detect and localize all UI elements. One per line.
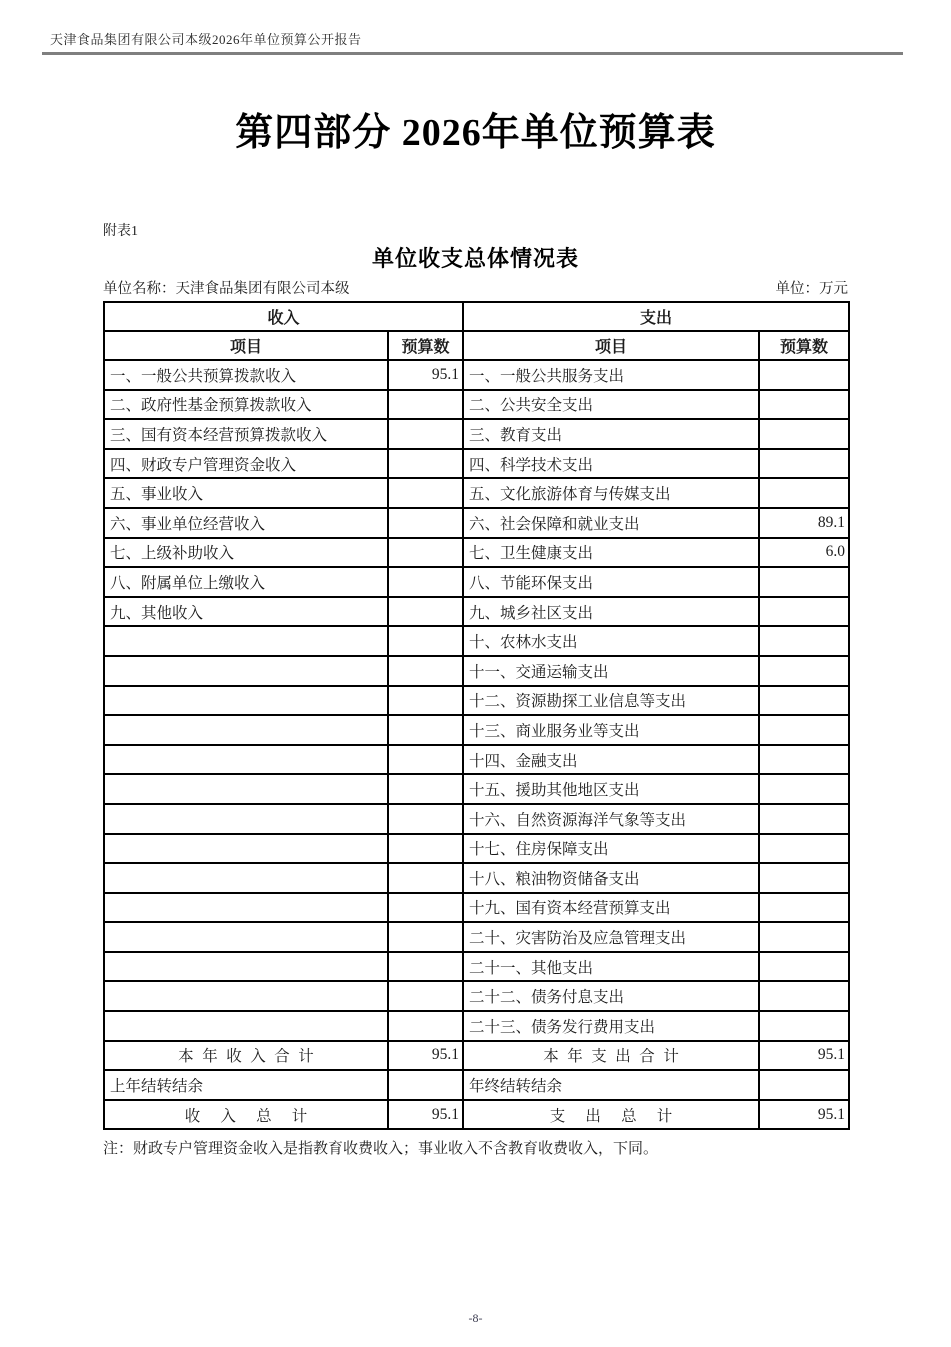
table-row	[104, 745, 849, 775]
income-budget-cell	[388, 390, 463, 420]
income-budget-cell	[388, 952, 463, 982]
expense-budget-cell	[759, 597, 849, 627]
expense-budget-cell	[759, 981, 849, 1011]
income-budget-cell	[388, 419, 463, 449]
income-budget-cell	[388, 449, 463, 479]
budget-table-head	[104, 302, 849, 360]
income-budget-cell	[388, 804, 463, 834]
expense-budget-cell	[759, 745, 849, 775]
income-item-cell	[104, 922, 388, 952]
section-header-row	[104, 302, 849, 331]
table-row	[104, 1041, 849, 1071]
expense-budget-cell	[759, 449, 849, 479]
expense-item-cell: 十三、商业服务业等支出	[463, 715, 759, 745]
expense-item-cell: 支出总计	[463, 1100, 759, 1130]
column-header-row	[104, 331, 849, 360]
expense-item-cell: 三、教育支出	[463, 419, 759, 449]
expense-item-cell: 十、农林水支出	[463, 626, 759, 656]
income-budget-cell	[388, 745, 463, 775]
table-row	[104, 1011, 849, 1041]
income-item-cell	[104, 745, 388, 775]
income-item-cell	[104, 686, 388, 716]
table-row	[104, 922, 849, 952]
income-item-cell: 二、政府性基金预算拨款收入	[104, 390, 388, 420]
expense-budget-cell	[759, 478, 849, 508]
expense-budget-cell	[759, 952, 849, 982]
expense-section-header: 支出	[463, 302, 849, 331]
income-item-cell: 五、事业收入	[104, 478, 388, 508]
income-budget-cell: 95.1	[388, 1100, 463, 1130]
expense-budget-cell	[759, 626, 849, 656]
income-budget-cell	[388, 893, 463, 923]
expense-budget-cell	[759, 774, 849, 804]
expense-budget-cell: 6.0	[759, 538, 849, 568]
expense-budget-cell	[759, 804, 849, 834]
expense-budget-cell	[759, 834, 849, 864]
expense-budget-cell	[759, 686, 849, 716]
income-item-cell	[104, 804, 388, 834]
table-row	[104, 804, 849, 834]
income-budget-column-header: 预算数	[388, 331, 463, 360]
income-budget-cell	[388, 774, 463, 804]
table-row	[104, 834, 849, 864]
income-item-cell: 上年结转结余	[104, 1070, 388, 1100]
currency-unit-label: 单位：万元	[775, 281, 848, 297]
expense-item-cell: 二十、灾害防治及应急管理支出	[463, 922, 759, 952]
income-item-cell: 四、财政专户管理资金收入	[104, 449, 388, 479]
income-budget-cell	[388, 863, 463, 893]
income-item-cell	[104, 893, 388, 923]
expense-budget-cell	[759, 656, 849, 686]
income-budget-cell	[388, 478, 463, 508]
page-number: -8-	[468, 1311, 483, 1325]
income-item-cell	[104, 863, 388, 893]
table-row	[104, 1100, 849, 1130]
income-item-cell	[104, 981, 388, 1011]
income-section-header: 收入	[104, 302, 463, 331]
expense-budget-cell	[759, 390, 849, 420]
table-row	[104, 360, 849, 390]
expense-budget-cell	[759, 360, 849, 390]
expense-budget-cell	[759, 893, 849, 923]
income-item-cell: 九、其他收入	[104, 597, 388, 627]
expense-budget-cell: 89.1	[759, 508, 849, 538]
table-row	[104, 567, 849, 597]
income-budget-cell	[388, 981, 463, 1011]
income-budget-cell: 95.1	[388, 360, 463, 390]
expense-budget-cell	[759, 863, 849, 893]
expense-budget-column-header: 预算数	[759, 331, 849, 360]
income-budget-cell	[388, 567, 463, 597]
income-budget-cell	[388, 715, 463, 745]
income-budget-cell	[388, 686, 463, 716]
expense-item-cell: 年终结转结余	[463, 1070, 759, 1100]
budget-table-body	[104, 360, 849, 1129]
header-rule	[42, 52, 903, 55]
expense-item-cell: 十四、金融支出	[463, 745, 759, 775]
report-header-title: 天津食品集团有限公司本级2026年单位预算公开报告	[50, 32, 362, 47]
expense-item-cell: 八、节能环保支出	[463, 567, 759, 597]
table-row	[104, 390, 849, 420]
income-item-cell	[104, 626, 388, 656]
page-footer	[0, 1311, 951, 1326]
expense-budget-cell	[759, 567, 849, 597]
income-budget-cell: 95.1	[388, 1041, 463, 1071]
attachment-label: 附表1	[103, 224, 138, 239]
expense-item-cell: 十五、援助其他地区支出	[463, 774, 759, 804]
table-meta-row	[103, 277, 848, 298]
unit-name-label: 单位名称：天津食品集团有限公司本级	[103, 281, 350, 297]
income-budget-cell	[388, 538, 463, 568]
income-item-cell	[104, 715, 388, 745]
table-row	[104, 449, 849, 479]
table-row	[104, 952, 849, 982]
expense-item-cell: 二、公共安全支出	[463, 390, 759, 420]
expense-item-column-header: 项目	[463, 331, 759, 360]
expense-item-cell: 四、科学技术支出	[463, 449, 759, 479]
income-item-cell: 三、国有资本经营预算拨款收入	[104, 419, 388, 449]
income-item-cell: 本年收入合计	[104, 1041, 388, 1071]
income-budget-cell	[388, 508, 463, 538]
income-budget-cell	[388, 597, 463, 627]
expense-item-cell: 十六、自然资源海洋气象等支出	[463, 804, 759, 834]
expense-item-cell: 二十三、债务发行费用支出	[463, 1011, 759, 1041]
expense-item-cell: 十二、资源勘探工业信息等支出	[463, 686, 759, 716]
table-row	[104, 597, 849, 627]
income-item-cell	[104, 1011, 388, 1041]
income-item-cell: 七、上级补助收入	[104, 538, 388, 568]
income-budget-cell	[388, 1070, 463, 1100]
expense-item-cell: 本年支出合计	[463, 1041, 759, 1071]
table-row	[104, 1070, 849, 1100]
income-budget-cell	[388, 922, 463, 952]
table-note: 注：财政专户管理资金收入是指教育收费收入；事业收入不含教育收费收入，下同。	[103, 1141, 659, 1157]
income-item-column-header: 项目	[104, 331, 388, 360]
expense-item-cell: 二十一、其他支出	[463, 952, 759, 982]
expense-item-cell: 一、一般公共服务支出	[463, 360, 759, 390]
income-item-cell	[104, 952, 388, 982]
expense-item-cell: 二十二、债务付息支出	[463, 981, 759, 1011]
document-header	[42, 29, 903, 55]
expense-budget-cell	[759, 922, 849, 952]
table-row	[104, 774, 849, 804]
table-title: 单位收支总体情况表	[371, 246, 579, 271]
income-item-cell	[104, 834, 388, 864]
expense-item-cell: 七、卫生健康支出	[463, 538, 759, 568]
expense-item-cell: 十七、住房保障支出	[463, 834, 759, 864]
income-item-cell: 收入总计	[104, 1100, 388, 1130]
table-row	[104, 508, 849, 538]
expense-budget-cell	[759, 419, 849, 449]
table-row	[104, 715, 849, 745]
income-budget-cell	[388, 1011, 463, 1041]
income-item-cell	[104, 774, 388, 804]
income-item-cell: 六、事业单位经营收入	[104, 508, 388, 538]
expense-budget-cell	[759, 1070, 849, 1100]
table-row	[104, 656, 849, 686]
table-row	[104, 863, 849, 893]
expense-budget-cell: 95.1	[759, 1041, 849, 1071]
expense-budget-cell: 95.1	[759, 1100, 849, 1130]
income-item-cell: 一、一般公共预算拨款收入	[104, 360, 388, 390]
expense-budget-cell	[759, 715, 849, 745]
expense-item-cell: 十九、国有资本经营预算支出	[463, 893, 759, 923]
table-row	[104, 419, 849, 449]
table-row	[104, 893, 849, 923]
income-item-cell	[104, 656, 388, 686]
expense-item-cell: 六、社会保障和就业支出	[463, 508, 759, 538]
main-title: 第四部分 2026年单位预算表	[235, 112, 716, 154]
expense-item-cell: 十一、交通运输支出	[463, 656, 759, 686]
table-row	[104, 981, 849, 1011]
expense-item-cell: 九、城乡社区支出	[463, 597, 759, 627]
budget-table	[103, 301, 850, 1130]
expense-budget-cell	[759, 1011, 849, 1041]
table-row	[104, 538, 849, 568]
income-budget-cell	[388, 834, 463, 864]
table-row	[104, 626, 849, 656]
income-budget-cell	[388, 626, 463, 656]
table-row	[104, 686, 849, 716]
expense-item-cell: 五、文化旅游体育与传媒支出	[463, 478, 759, 508]
income-item-cell: 八、附属单位上缴收入	[104, 567, 388, 597]
income-budget-cell	[388, 656, 463, 686]
table-row	[104, 478, 849, 508]
expense-item-cell: 十八、粮油物资储备支出	[463, 863, 759, 893]
